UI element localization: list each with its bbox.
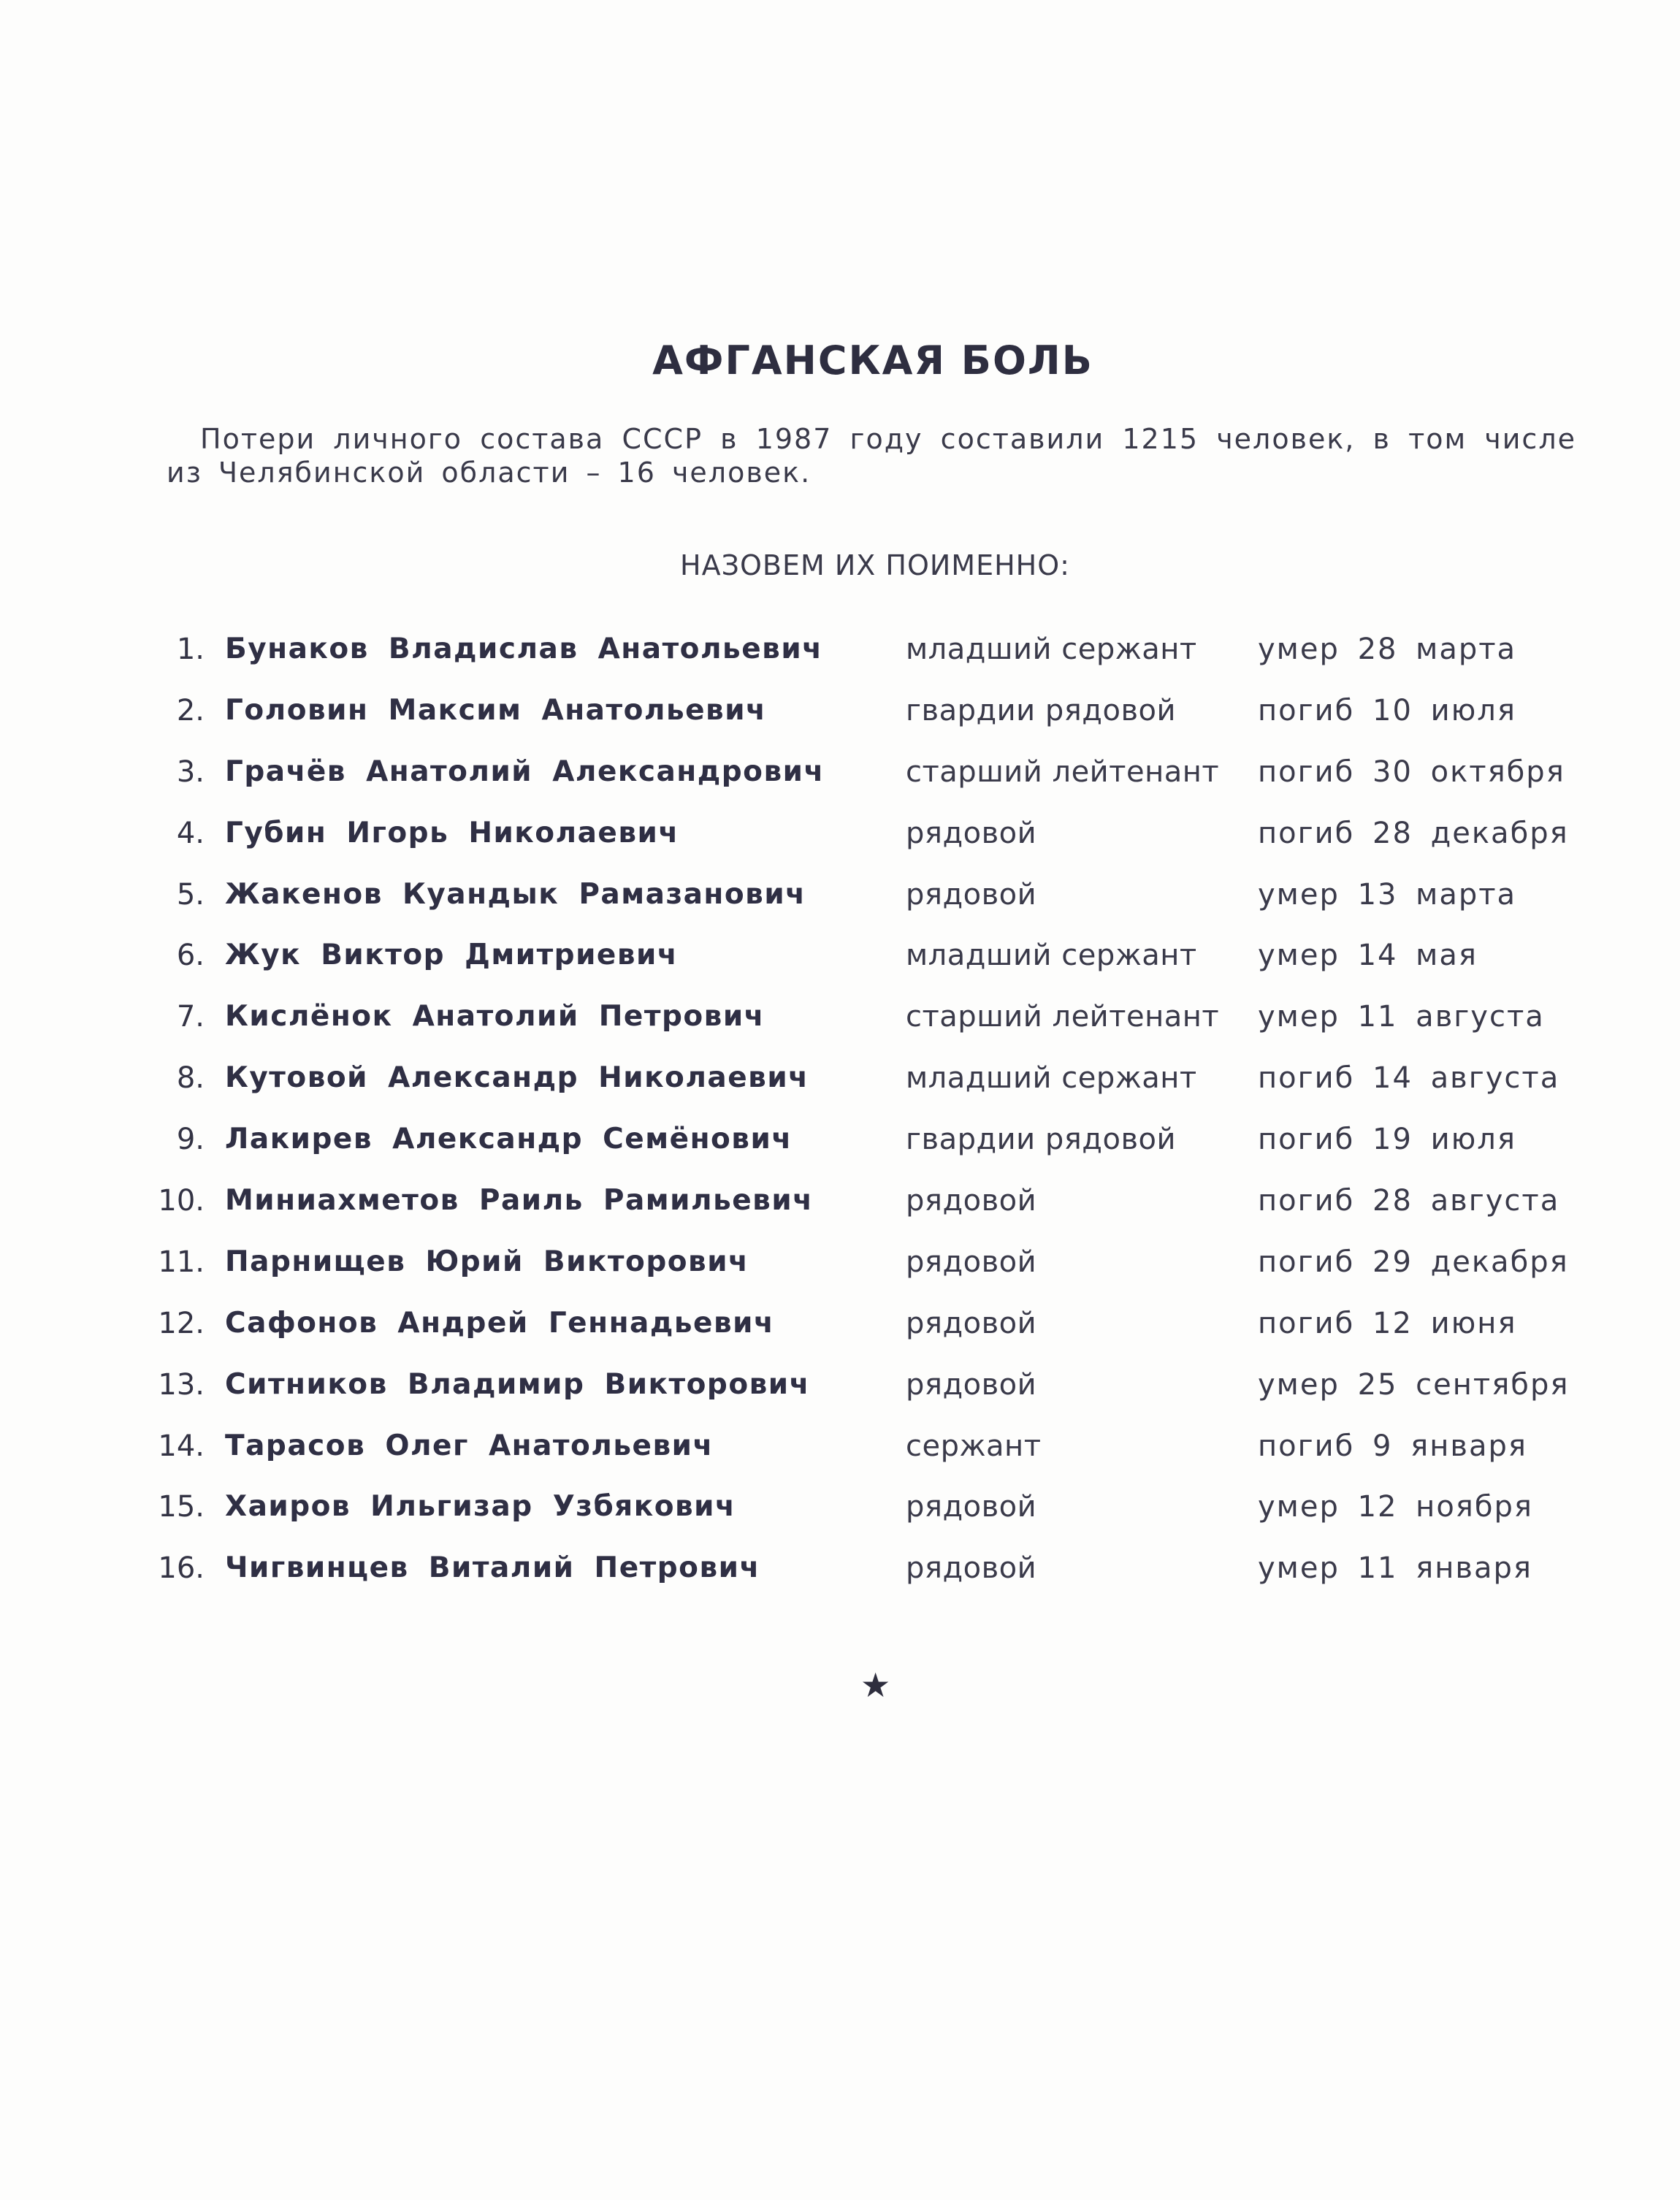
page-title: АФГАНСКАЯ БОЛЬ — [652, 337, 1093, 383]
roster-row — [0, 998, 1680, 1060]
roster-number: 13. — [158, 1367, 205, 1402]
roster-fate: умер 14 мая — [1258, 939, 1478, 973]
roster-name: Тарасов Олег Анатольевич — [225, 1429, 714, 1462]
roster-fate: умер 13 марта — [1258, 877, 1517, 912]
roster-rank: младший сержант — [906, 1061, 1197, 1096]
roster-row — [0, 815, 1680, 876]
roster-rank: младший сержант — [906, 633, 1197, 666]
roster-name: Грачёв Анатолий Александрович — [225, 755, 825, 788]
roster-fate: умер 28 марта — [1258, 633, 1517, 666]
roster-fate: погиб 30 октября — [1258, 755, 1565, 789]
roster-rank: рядовой — [906, 877, 1037, 912]
roster-fate: погиб 28 декабря — [1258, 816, 1569, 850]
roster-rank: старший лейтенант — [906, 755, 1220, 789]
roster-name: Парнищев Юрий Викторович — [225, 1245, 749, 1278]
roster-fate: умер 12 ноября — [1258, 1490, 1533, 1524]
roster-name: Лакирев Александр Семёнович — [225, 1123, 793, 1156]
roster-name: Губин Игорь Николаевич — [225, 816, 679, 849]
roster-rank: сержант — [906, 1429, 1042, 1463]
roster-rank: рядовой — [906, 1551, 1037, 1586]
roster-fate: погиб 12 июня — [1258, 1306, 1517, 1340]
roster-row — [0, 1550, 1680, 1611]
roster-name: Головин Максим Анатольевич — [225, 693, 767, 727]
roster-rank: рядовой — [906, 1306, 1037, 1340]
roster-rank: рядовой — [906, 1184, 1037, 1218]
roster-name: Жук Виктор Дмитриевич — [225, 939, 679, 972]
roster-rank: младший сержант — [906, 939, 1197, 973]
roster-number: 2. — [176, 693, 205, 727]
roster-rank: гвардии рядовой — [906, 693, 1176, 727]
roster-rank: рядовой — [906, 1245, 1037, 1279]
roster-name: Чигвинцев Виталий Петрович — [225, 1551, 760, 1585]
roster-name: Кислёнок Анатолий Петрович — [225, 1000, 765, 1034]
roster-number: 15. — [158, 1490, 205, 1524]
roster-name: Жакенов Куандык Рамазанович — [225, 877, 806, 911]
roster-row — [0, 631, 1680, 692]
roster-list — [0, 631, 1680, 1611]
roster-number: 5. — [176, 877, 205, 912]
roster-rank: рядовой — [906, 1367, 1037, 1402]
roster-row — [0, 1367, 1680, 1428]
roster-fate: погиб 14 августа — [1258, 1061, 1560, 1096]
roster-name: Бунаков Владислав Анатольевич — [225, 633, 823, 665]
roster-row — [0, 1489, 1680, 1550]
roster-row — [0, 692, 1680, 754]
roster-name: Кутовой Александр Николаевич — [225, 1061, 809, 1095]
roster-fate: умер 25 сентября — [1258, 1367, 1570, 1402]
roster-number: 10. — [158, 1184, 205, 1218]
roster-number: 12. — [158, 1306, 205, 1340]
roster-fate: погиб 28 августа — [1258, 1184, 1560, 1218]
roster-rank: гвардии рядовой — [906, 1123, 1176, 1157]
roster-row — [0, 1121, 1680, 1183]
roster-number: 14. — [158, 1429, 205, 1463]
roster-number: 6. — [176, 939, 205, 973]
list-heading: НАЗОВЕМ ИХ ПОИМЕННО: — [680, 549, 1070, 581]
roster-fate: погиб 10 июля — [1258, 693, 1516, 727]
roster-name: Сафонов Андрей Геннадьевич — [225, 1306, 775, 1340]
intro-paragraph: Потери личного состава СССР в 1987 году составили 1215 человек, в том числе из Челябинской области – 16 человек. — [167, 423, 1576, 489]
roster-row — [0, 1305, 1680, 1367]
roster-fate: погиб 9 января — [1258, 1429, 1527, 1463]
roster-rank: рядовой — [906, 816, 1037, 850]
roster-number: 16. — [158, 1551, 205, 1586]
roster-row — [0, 1244, 1680, 1305]
roster-number: 11. — [158, 1245, 205, 1279]
roster-number: 3. — [176, 755, 205, 789]
roster-row — [0, 1060, 1680, 1121]
roster-row — [0, 1183, 1680, 1244]
roster-name: Миниахметов Раиль Рамильевич — [225, 1184, 814, 1218]
star-ornament: ★ — [860, 1665, 891, 1705]
roster-number: 9. — [176, 1123, 205, 1157]
roster-rank: рядовой — [906, 1490, 1037, 1524]
roster-fate: умер 11 августа — [1258, 1000, 1545, 1034]
roster-number: 1. — [176, 633, 205, 666]
roster-number: 4. — [176, 816, 205, 850]
roster-row — [0, 937, 1680, 998]
roster-rank: старший лейтенант — [906, 1000, 1220, 1034]
roster-fate: погиб 29 декабря — [1258, 1245, 1569, 1279]
roster-row — [0, 754, 1680, 815]
roster-number: 8. — [176, 1061, 205, 1096]
roster-fate: погиб 19 июля — [1258, 1123, 1516, 1157]
roster-fate: умер 11 января — [1258, 1551, 1532, 1586]
roster-number: 7. — [176, 1000, 205, 1034]
roster-name: Ситников Владимир Викторович — [225, 1367, 810, 1401]
roster-name: Хаиров Ильгизар Узбякович — [225, 1490, 736, 1524]
roster-row — [0, 1428, 1680, 1489]
roster-row — [0, 876, 1680, 938]
